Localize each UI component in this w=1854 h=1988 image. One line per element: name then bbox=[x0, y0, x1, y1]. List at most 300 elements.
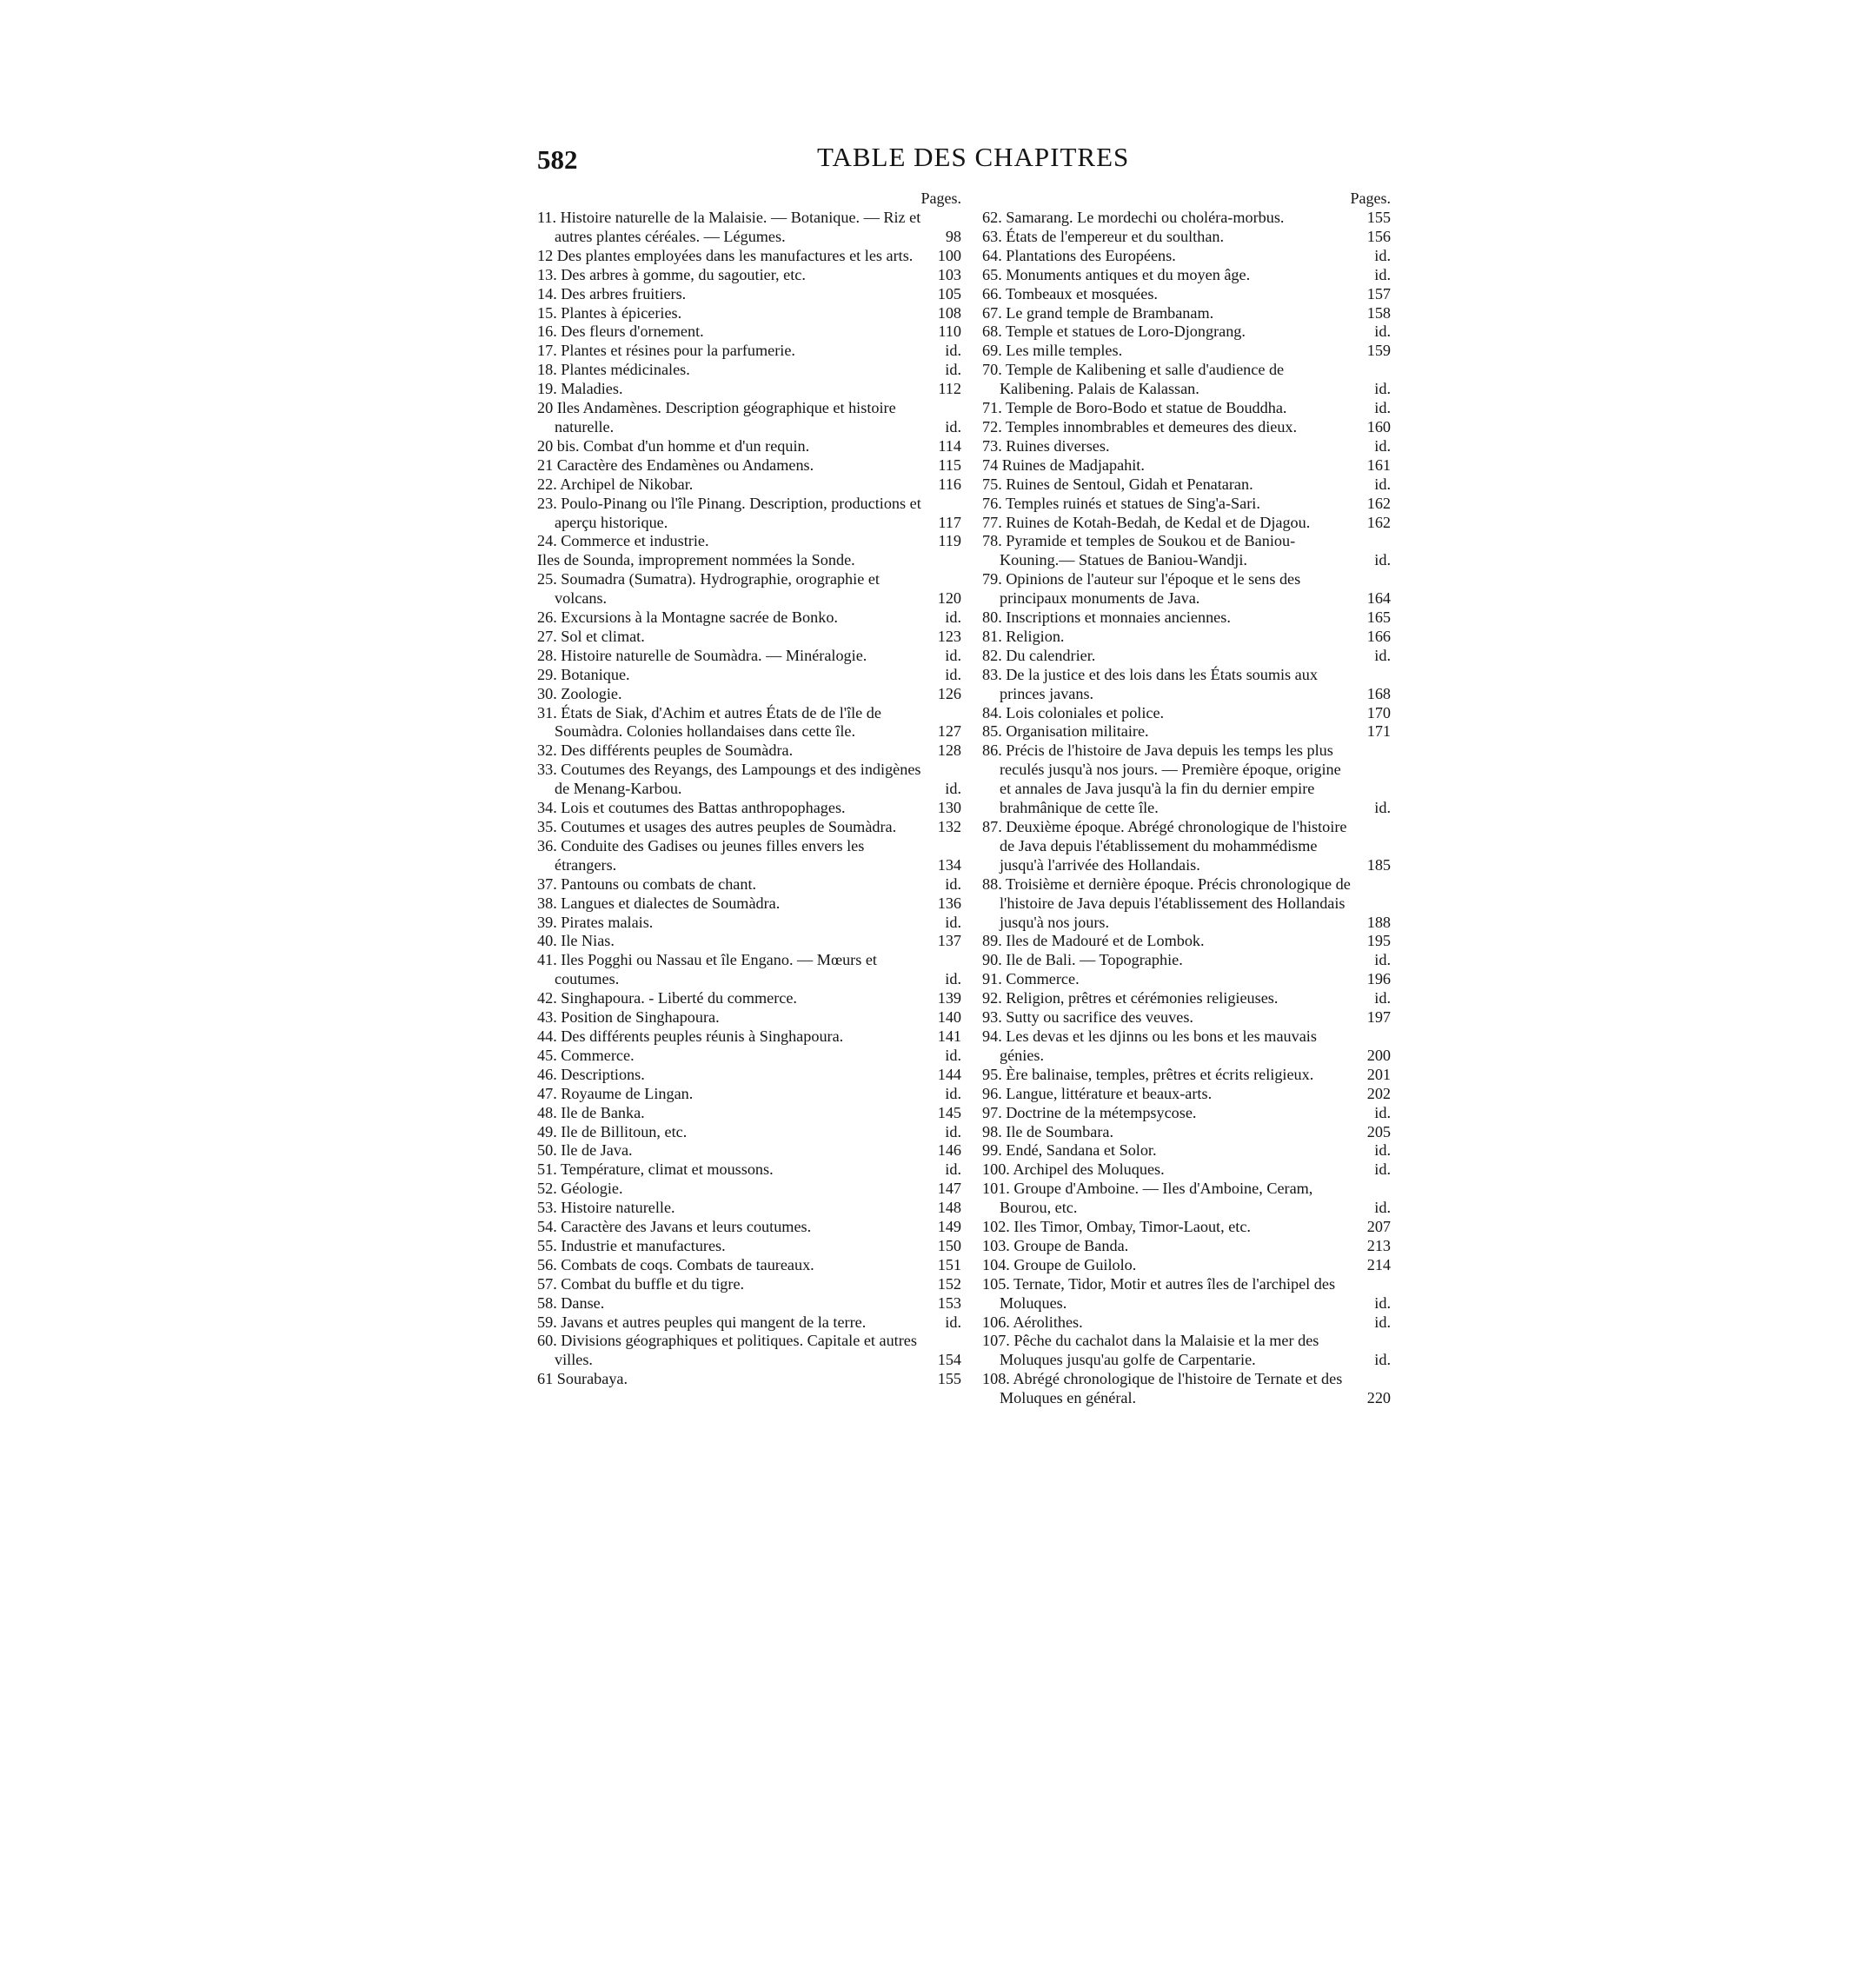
entry-title: 15. Plantes à épiceries. bbox=[537, 303, 682, 322]
entry-page: 170 bbox=[1366, 703, 1391, 721]
entry-page: id. bbox=[1374, 551, 1391, 569]
right-column bbox=[982, 188, 1391, 1408]
entry-page: 151 bbox=[937, 1255, 961, 1273]
toc-entry bbox=[537, 532, 961, 551]
toc-entry bbox=[537, 570, 961, 608]
entry-page: id. bbox=[1374, 475, 1391, 493]
toc-entry bbox=[982, 818, 1391, 875]
entry-title: 78. Pyramide et temples de Soukou et de Baniou-Kouning.— Statues de Baniou-Wandji. bbox=[982, 532, 1296, 569]
entry-page: 130 bbox=[937, 799, 961, 817]
entry-title: 71. Temple de Boro-Bodo et statue de Bouddha. bbox=[982, 399, 1287, 417]
toc-entry bbox=[537, 647, 961, 666]
toc-entry bbox=[982, 1237, 1391, 1256]
toc-entry bbox=[537, 551, 961, 570]
toc-entry bbox=[537, 704, 961, 742]
entry-title: 14. Des arbres fruitiers. bbox=[537, 284, 687, 303]
page-title: TABLE DES CHAPITRES bbox=[817, 142, 1130, 172]
entry-page: 123 bbox=[937, 627, 961, 645]
entry-title: 105. Ternate, Tidor, Motir et autres îles de l'archipel des Moluques. bbox=[982, 1274, 1336, 1312]
entry-title: 24. Commerce et industrie. bbox=[537, 532, 709, 550]
toc-entry bbox=[982, 647, 1391, 666]
entry-title: 39. Pirates malais. bbox=[537, 913, 654, 931]
entry-title: 11. Histoire naturelle de la Malaisie. — Botanique. — Riz et autres plantes céréales. — Légumes. bbox=[537, 209, 921, 245]
entry-page: id. bbox=[1374, 265, 1391, 283]
toc-entry bbox=[537, 666, 961, 685]
entry-title: 60. Divisions géographiques et politiques. Capitale et autres villes. bbox=[537, 1332, 917, 1369]
entry-title: 67. Le grand temple de Brambanam. bbox=[982, 303, 1214, 322]
toc-entry bbox=[982, 1370, 1391, 1408]
entry-title: 107. Pêche du cachalot dans la Malaisie et la mer des Moluques jusqu'au golfe de Carpentarie. bbox=[982, 1332, 1319, 1369]
toc-entry bbox=[537, 1104, 961, 1123]
entry-page: 164 bbox=[1366, 589, 1391, 608]
entry-page: id. bbox=[1374, 1141, 1391, 1160]
entry-page: 141 bbox=[937, 1027, 961, 1045]
entry-title: 17. Plantes et résines pour la parfumerie. bbox=[537, 342, 795, 360]
entry-page: 147 bbox=[937, 1180, 961, 1198]
entry-title: 74 Ruines de Madjapahit. bbox=[982, 455, 1145, 474]
entry-title: 43. Position de Singhapoura. bbox=[537, 1008, 720, 1027]
entry-title: 58. Danse. bbox=[537, 1293, 605, 1312]
pages-label: Pages. bbox=[920, 189, 961, 207]
entry-page: 161 bbox=[1366, 455, 1391, 474]
toc-entry bbox=[982, 1332, 1391, 1370]
entry-title: 51. Température, climat et moussons. bbox=[537, 1160, 774, 1179]
entry-title: 55. Industrie et manufactures. bbox=[537, 1236, 726, 1254]
entry-title: 81. Religion. bbox=[982, 627, 1065, 645]
toc-entry bbox=[982, 1160, 1391, 1180]
entry-page: 108 bbox=[937, 303, 961, 322]
entry-page: id. bbox=[945, 1313, 961, 1331]
entry-page: 197 bbox=[1366, 1008, 1391, 1027]
entry-title: 65. Monuments antiques et du moyen âge. bbox=[982, 265, 1251, 283]
entry-page: 103 bbox=[937, 265, 961, 283]
entry-title: 96. Langue, littérature et beaux-arts. bbox=[982, 1084, 1213, 1102]
toc-entry bbox=[537, 799, 961, 818]
entry-title: 36. Conduite des Gadises ou jeunes filles envers les étrangers. bbox=[537, 836, 865, 874]
entry-page: id. bbox=[1374, 1313, 1391, 1331]
toc-entry bbox=[982, 722, 1391, 741]
entry-page: id. bbox=[1374, 1199, 1391, 1217]
entry-page: 214 bbox=[1366, 1255, 1391, 1273]
entry-title: 35. Coutumes et usages des autres peuples de Soumàdra. bbox=[537, 818, 897, 835]
entry-page: 112 bbox=[938, 380, 961, 398]
entry-page: 188 bbox=[1366, 913, 1391, 931]
entry-title: 45. Commerce. bbox=[537, 1046, 635, 1064]
entry-page: 146 bbox=[937, 1141, 961, 1160]
entry-title: 57. Combat du buffle et du tigre. bbox=[537, 1274, 745, 1293]
entry-title: 97. Doctrine de la métempsycose. bbox=[982, 1103, 1197, 1121]
toc-entry bbox=[982, 475, 1391, 495]
entry-title: 18. Plantes médicinales. bbox=[537, 361, 690, 379]
toc-entry bbox=[982, 228, 1391, 247]
entry-title: 31. États de Siak, d'Achim et autres États de de l'île de Soumàdra. Colonies hollandaises dans cette île. bbox=[537, 703, 881, 741]
toc-entry bbox=[537, 1275, 961, 1294]
entry-page: 116 bbox=[938, 475, 961, 493]
entry-page: 98 bbox=[945, 227, 961, 245]
entry-page: id. bbox=[1374, 646, 1391, 664]
toc-entry bbox=[982, 1027, 1391, 1066]
toc-entry bbox=[537, 1332, 961, 1370]
entry-page: id. bbox=[945, 417, 961, 435]
toc-entry bbox=[537, 1294, 961, 1313]
entry-title: 77. Ruines de Kotah-Bedah, de Kedal et de Djagou. bbox=[982, 513, 1311, 531]
toc-entry bbox=[537, 875, 961, 894]
entry-title: 25. Soumadra (Sumatra). Hydrographie, orographie et volcans. bbox=[537, 570, 880, 608]
entry-page: 157 bbox=[1366, 284, 1391, 303]
toc-entry bbox=[537, 685, 961, 704]
entry-page: 155 bbox=[1366, 209, 1391, 226]
entry-title: 12 Des plantes employées dans les manufactures et les arts. bbox=[537, 246, 914, 264]
entry-title: 95. Ère balinaise, temples, prêtres et écrits religieux. bbox=[982, 1065, 1314, 1083]
entry-page: id. bbox=[1374, 1103, 1391, 1121]
entry-page: 158 bbox=[1366, 303, 1391, 322]
entry-page: id. bbox=[945, 874, 961, 893]
entry-page: id. bbox=[945, 780, 961, 798]
entry-title: 103. Groupe de Banda. bbox=[982, 1236, 1129, 1254]
entry-title: 38. Langues et dialectes de Soumàdra. bbox=[537, 894, 781, 912]
entry-page: 140 bbox=[937, 1008, 961, 1027]
toc-entry bbox=[537, 456, 961, 475]
toc-entry bbox=[982, 1275, 1391, 1313]
entry-title: 104. Groupe de Guilolo. bbox=[982, 1255, 1137, 1273]
toc-entry bbox=[537, 761, 961, 799]
entry-page: 185 bbox=[1366, 855, 1391, 874]
toc-entry bbox=[537, 1047, 961, 1066]
right-entries bbox=[982, 209, 1391, 1408]
toc-entry bbox=[537, 1313, 961, 1333]
entry-title: 42. Singhapoura. - Liberté du commerce. bbox=[537, 989, 797, 1007]
entry-title: 16. Des fleurs d'ornement. bbox=[537, 322, 704, 341]
entry-title: 56. Combats de coqs. Combats de taureaux. bbox=[537, 1255, 814, 1273]
toc-entry bbox=[982, 1085, 1391, 1104]
toc-entry bbox=[982, 209, 1391, 228]
entry-title: 26. Excursions à la Montagne sacrée de Bonko. bbox=[537, 608, 838, 627]
toc-entry bbox=[982, 1180, 1391, 1218]
entry-title: 52. Géologie. bbox=[537, 1180, 623, 1198]
entry-title: 46. Descriptions. bbox=[537, 1065, 645, 1083]
entry-page: 166 bbox=[1366, 627, 1391, 645]
toc-entry bbox=[982, 1218, 1391, 1237]
toc-entry bbox=[537, 304, 961, 323]
entry-page: id. bbox=[1374, 380, 1391, 398]
entry-page: 153 bbox=[937, 1293, 961, 1312]
entry-title: 27. Sol et climat. bbox=[537, 627, 645, 645]
entry-page: 154 bbox=[937, 1351, 961, 1369]
toc-entry bbox=[982, 932, 1391, 951]
entry-title: 108. Abrégé chronologique de l'histoire de Ternate et des Moluques en général. bbox=[982, 1370, 1343, 1407]
toc-entry bbox=[537, 437, 961, 456]
entry-title: 30. Zoologie. bbox=[537, 684, 622, 702]
entry-page: 150 bbox=[937, 1236, 961, 1254]
toc-entry bbox=[537, 932, 961, 951]
toc-entry bbox=[982, 1256, 1391, 1275]
entry-title: 91. Commerce. bbox=[982, 970, 1080, 988]
entry-title: 76. Temples ruinés et statues de Sing'a-Sari. bbox=[982, 494, 1260, 512]
entry-page: 134 bbox=[937, 855, 961, 874]
entry-page: 195 bbox=[1366, 932, 1391, 950]
entry-title: 20 Iles Andamènes. Description géographique et histoire naturelle. bbox=[537, 399, 896, 435]
entry-page: 205 bbox=[1366, 1122, 1391, 1140]
entry-page: id. bbox=[1374, 1293, 1391, 1312]
entry-title: 61 Sourabaya. bbox=[537, 1370, 628, 1388]
toc-entry bbox=[537, 322, 961, 342]
entry-page: 152 bbox=[937, 1274, 961, 1293]
entry-title: 66. Tombeaux et mosquées. bbox=[982, 284, 1158, 303]
entry-title: 59. Javans et autres peuples qui mangent de la terre. bbox=[537, 1313, 867, 1331]
toc-entry bbox=[982, 495, 1391, 514]
entry-page: id. bbox=[945, 665, 961, 683]
entry-title: 99. Endé, Sandana et Solor. bbox=[982, 1141, 1157, 1160]
entry-title: 48. Ile de Banka. bbox=[537, 1103, 645, 1121]
toc-entry bbox=[982, 628, 1391, 647]
toc-entry bbox=[537, 914, 961, 933]
toc-entry bbox=[982, 532, 1391, 570]
toc-entry bbox=[982, 437, 1391, 456]
entry-page: id. bbox=[1374, 399, 1391, 417]
entry-page: id. bbox=[945, 342, 961, 360]
left-entries bbox=[537, 209, 961, 1389]
entry-title: 13. Des arbres à gomme, du sagoutier, etc. bbox=[537, 265, 806, 283]
entry-title: 87. Deuxième époque. Abrégé chronologique de l'histoire de Java depuis l'établissement du mohammédisme jusqu'à l'arrivée des Hollandais. bbox=[982, 818, 1347, 874]
entry-page: 148 bbox=[937, 1199, 961, 1217]
toc-entry bbox=[537, 1237, 961, 1256]
entry-title: 64. Plantations des Européens. bbox=[982, 246, 1176, 264]
toc-entry bbox=[982, 304, 1391, 323]
entry-page: 156 bbox=[1366, 227, 1391, 245]
entry-page: id. bbox=[945, 1122, 961, 1140]
entry-title: 68. Temple et statues de Loro-Djongrang. bbox=[982, 322, 1246, 341]
toc-entry bbox=[982, 1141, 1391, 1160]
entry-page: id. bbox=[1374, 951, 1391, 969]
entry-page: 126 bbox=[937, 684, 961, 702]
entry-page: 168 bbox=[1366, 684, 1391, 702]
entry-title: 89. Iles de Madouré et de Lombok. bbox=[982, 932, 1205, 950]
entry-title: 83. De la justice et des lois dans les États soumis aux princes javans. bbox=[982, 665, 1318, 702]
toc-entry bbox=[982, 989, 1391, 1008]
entry-page: 117 bbox=[938, 513, 961, 531]
toc-entry bbox=[982, 418, 1391, 437]
entry-page: id. bbox=[945, 1160, 961, 1179]
entry-title: 34. Lois et coutumes des Battas anthropophages. bbox=[537, 799, 846, 817]
entry-page: 207 bbox=[1366, 1218, 1391, 1236]
entry-page: 162 bbox=[1366, 513, 1391, 531]
entry-title: 73. Ruines diverses. bbox=[982, 436, 1110, 455]
toc-entry bbox=[537, 266, 961, 285]
entry-title: 41. Iles Pogghi ou Nassau et île Engano. — Mœurs et coutumes. bbox=[537, 951, 877, 988]
entry-page: id. bbox=[1374, 1160, 1391, 1179]
entry-title: 102. Iles Timor, Ombay, Timor-Laout, etc. bbox=[982, 1218, 1251, 1236]
entry-title: 70. Temple de Kalibening et salle d'audience de Kalibening. Palais de Kalassan. bbox=[982, 361, 1285, 398]
toc-entry bbox=[537, 1160, 961, 1180]
entry-page: id. bbox=[945, 361, 961, 379]
entry-page: id. bbox=[945, 608, 961, 627]
entry-page: id. bbox=[1374, 989, 1391, 1007]
entry-page: 119 bbox=[938, 532, 961, 550]
entry-page: 160 bbox=[1366, 417, 1391, 435]
entry-title: 100. Archipel des Moluques. bbox=[982, 1160, 1165, 1179]
entry-title: 29. Botanique. bbox=[537, 665, 630, 683]
entry-title: 90. Ile de Bali. — Topographie. bbox=[982, 951, 1183, 969]
toc-entry bbox=[537, 608, 961, 628]
toc-entry bbox=[537, 741, 961, 761]
entry-title: 32. Des différents peuples de Soumàdra. bbox=[537, 741, 794, 760]
entry-title: 106. Aérolithes. bbox=[982, 1313, 1083, 1331]
toc-entry bbox=[982, 1066, 1391, 1085]
entry-title: 54. Caractère des Javans et leurs coutumes. bbox=[537, 1218, 812, 1236]
toc-entry bbox=[537, 951, 961, 989]
entry-page: 137 bbox=[937, 932, 961, 950]
toc-entry bbox=[982, 1123, 1391, 1142]
entry-page: 120 bbox=[937, 589, 961, 608]
toc-entry bbox=[537, 1123, 961, 1142]
toc-entry bbox=[537, 361, 961, 380]
entry-page: 139 bbox=[937, 989, 961, 1007]
entry-page: 162 bbox=[1366, 494, 1391, 512]
entry-title: 28. Histoire naturelle de Soumàdra. — Minéralogie. bbox=[537, 646, 867, 664]
entry-title: 98. Ile de Soumbara. bbox=[982, 1122, 1114, 1140]
entry-title: 19. Maladies. bbox=[537, 380, 623, 398]
entry-page: 171 bbox=[1366, 722, 1391, 741]
toc-entry bbox=[537, 247, 961, 266]
pages-label: Pages. bbox=[1350, 189, 1391, 207]
toc-entry bbox=[982, 951, 1391, 970]
entry-title: 80. Inscriptions et monnaies anciennes. bbox=[982, 608, 1231, 627]
entry-title: 94. Les devas et les djinns ou les bons et les mauvais génies. bbox=[982, 1027, 1317, 1064]
entry-title: 20 bis. Combat d'un homme et d'un requin. bbox=[537, 436, 810, 455]
entry-page: 155 bbox=[937, 1370, 961, 1388]
toc-entry bbox=[537, 837, 961, 875]
entry-title: 79. Opinions de l'auteur sur l'époque et le sens des principaux monuments de Java. bbox=[982, 570, 1301, 608]
toc-entry bbox=[537, 628, 961, 647]
toc-entry bbox=[537, 342, 961, 361]
entry-title: 72. Temples innombrables et demeures des dieux. bbox=[982, 417, 1298, 435]
toc-entry bbox=[537, 399, 961, 437]
entry-page: 149 bbox=[937, 1218, 961, 1236]
toc-entry bbox=[982, 666, 1391, 704]
toc-entry bbox=[537, 1218, 961, 1237]
entry-title: 92. Religion, prêtres et cérémonies religieuses. bbox=[982, 989, 1279, 1007]
entry-page: 105 bbox=[937, 284, 961, 303]
toc-entry bbox=[982, 608, 1391, 628]
toc-entry bbox=[537, 1180, 961, 1199]
entry-title: 93. Sutty ou sacrifice des veuves. bbox=[982, 1008, 1193, 1027]
entry-page: 220 bbox=[1366, 1389, 1391, 1407]
entry-title: 37. Pantouns ou combats de chant. bbox=[537, 874, 757, 893]
toc-entry bbox=[537, 894, 961, 914]
entry-title: 33. Coutumes des Reyangs, des Lampoungs et des indigènes de Menang-Karbou. bbox=[537, 761, 921, 798]
entry-title: 85. Organisation militaire. bbox=[982, 722, 1149, 741]
toc-entry bbox=[537, 209, 961, 247]
entry-title: 49. Ile de Billitoun, etc. bbox=[537, 1122, 688, 1140]
entry-title: 86. Précis de l'histoire de Java depuis les temps les plus reculés jusqu'à nos jours. — Première époque, origine et annales de Java jusqu'à la fin du dernier empire brahmânique de cette île. bbox=[982, 741, 1341, 817]
entry-page: 115 bbox=[938, 455, 961, 474]
toc-entry bbox=[982, 970, 1391, 989]
entry-title: 88. Troisième et dernière époque. Précis chronologique de l'histoire de Java depuis l'établissement des Hollandais jusqu'à nos jours. bbox=[982, 874, 1351, 931]
entry-title: 84. Lois coloniales et police. bbox=[982, 703, 1165, 721]
entry-title: 69. Les mille temples. bbox=[982, 342, 1123, 360]
entry-page: 132 bbox=[937, 818, 961, 835]
entry-page: id. bbox=[945, 1084, 961, 1102]
toc-entry bbox=[537, 1199, 961, 1218]
toc-entry bbox=[537, 989, 961, 1008]
entry-title: 53. Histoire naturelle. bbox=[537, 1199, 675, 1217]
entry-page: 159 bbox=[1366, 342, 1391, 360]
toc-entry bbox=[537, 1085, 961, 1104]
toc-entry bbox=[982, 361, 1391, 399]
entry-page: 196 bbox=[1366, 970, 1391, 988]
entry-page: id. bbox=[1374, 246, 1391, 264]
entry-page: id. bbox=[1374, 799, 1391, 817]
toc-entry bbox=[537, 1008, 961, 1027]
entry-page: 213 bbox=[1366, 1236, 1391, 1254]
toc-entry bbox=[537, 1256, 961, 1275]
entry-title: 22. Archipel de Nikobar. bbox=[537, 475, 694, 493]
toc-entry bbox=[982, 875, 1391, 933]
entry-page: 145 bbox=[937, 1103, 961, 1121]
entry-title: 40. Ile Nias. bbox=[537, 932, 615, 950]
toc-entry bbox=[537, 818, 961, 837]
page-number: 582 bbox=[537, 144, 578, 175]
toc-entry bbox=[982, 247, 1391, 266]
entry-title: 44. Des différents peuples réunis à Singhapoura. bbox=[537, 1027, 844, 1045]
toc-entry bbox=[537, 1370, 961, 1389]
toc-entry bbox=[537, 1141, 961, 1160]
entry-page: id. bbox=[945, 646, 961, 664]
entry-title: 75. Ruines de Sentoul, Gidah et Penataran. bbox=[982, 475, 1253, 493]
entry-page: id. bbox=[1374, 322, 1391, 341]
toc-entry bbox=[537, 1027, 961, 1047]
entry-page: 110 bbox=[938, 322, 961, 341]
entry-page: 114 bbox=[938, 436, 961, 455]
entry-title: 23. Poulo-Pinang ou l'île Pinang. Description, productions et aperçu historique. bbox=[537, 494, 921, 531]
entry-page: 165 bbox=[1366, 608, 1391, 627]
entry-title: 101. Groupe d'Amboine. — Iles d'Amboine, Ceram, Bourou, etc. bbox=[982, 1180, 1313, 1217]
entry-title: 47. Royaume de Lingan. bbox=[537, 1084, 694, 1102]
toc-entry bbox=[982, 342, 1391, 361]
toc-entry bbox=[982, 741, 1391, 818]
toc-entry bbox=[982, 285, 1391, 304]
toc-entry bbox=[537, 285, 961, 304]
toc-entry bbox=[537, 380, 961, 399]
toc-entry bbox=[982, 456, 1391, 475]
toc-entry bbox=[982, 514, 1391, 533]
entry-page: id. bbox=[1374, 1351, 1391, 1369]
entry-page: 202 bbox=[1366, 1084, 1391, 1102]
entry-title: Iles de Sounda, improprement nommées la Sonde. bbox=[537, 551, 855, 569]
entry-title: 50. Ile de Java. bbox=[537, 1141, 633, 1160]
toc-entry bbox=[982, 704, 1391, 723]
entry-page: id. bbox=[945, 1046, 961, 1064]
left-column bbox=[537, 188, 961, 1389]
toc-entry bbox=[982, 570, 1391, 608]
entry-title: 63. États de l'empereur et du soulthan. bbox=[982, 227, 1225, 245]
entry-page: 201 bbox=[1366, 1065, 1391, 1083]
toc-entry bbox=[982, 1104, 1391, 1123]
toc-entry bbox=[537, 495, 961, 533]
entry-page: 128 bbox=[937, 741, 961, 760]
toc-entry bbox=[982, 399, 1391, 418]
entry-page: 136 bbox=[937, 894, 961, 912]
entry-title: 82. Du calendrier. bbox=[982, 646, 1096, 664]
toc-entry bbox=[982, 266, 1391, 285]
entry-page: id. bbox=[945, 970, 961, 988]
toc-entry bbox=[982, 1008, 1391, 1027]
entry-page: 144 bbox=[937, 1065, 961, 1083]
toc-entry bbox=[537, 1066, 961, 1085]
toc-entry bbox=[982, 1313, 1391, 1333]
entry-page: 100 bbox=[937, 246, 961, 264]
entry-page: id. bbox=[945, 913, 961, 931]
